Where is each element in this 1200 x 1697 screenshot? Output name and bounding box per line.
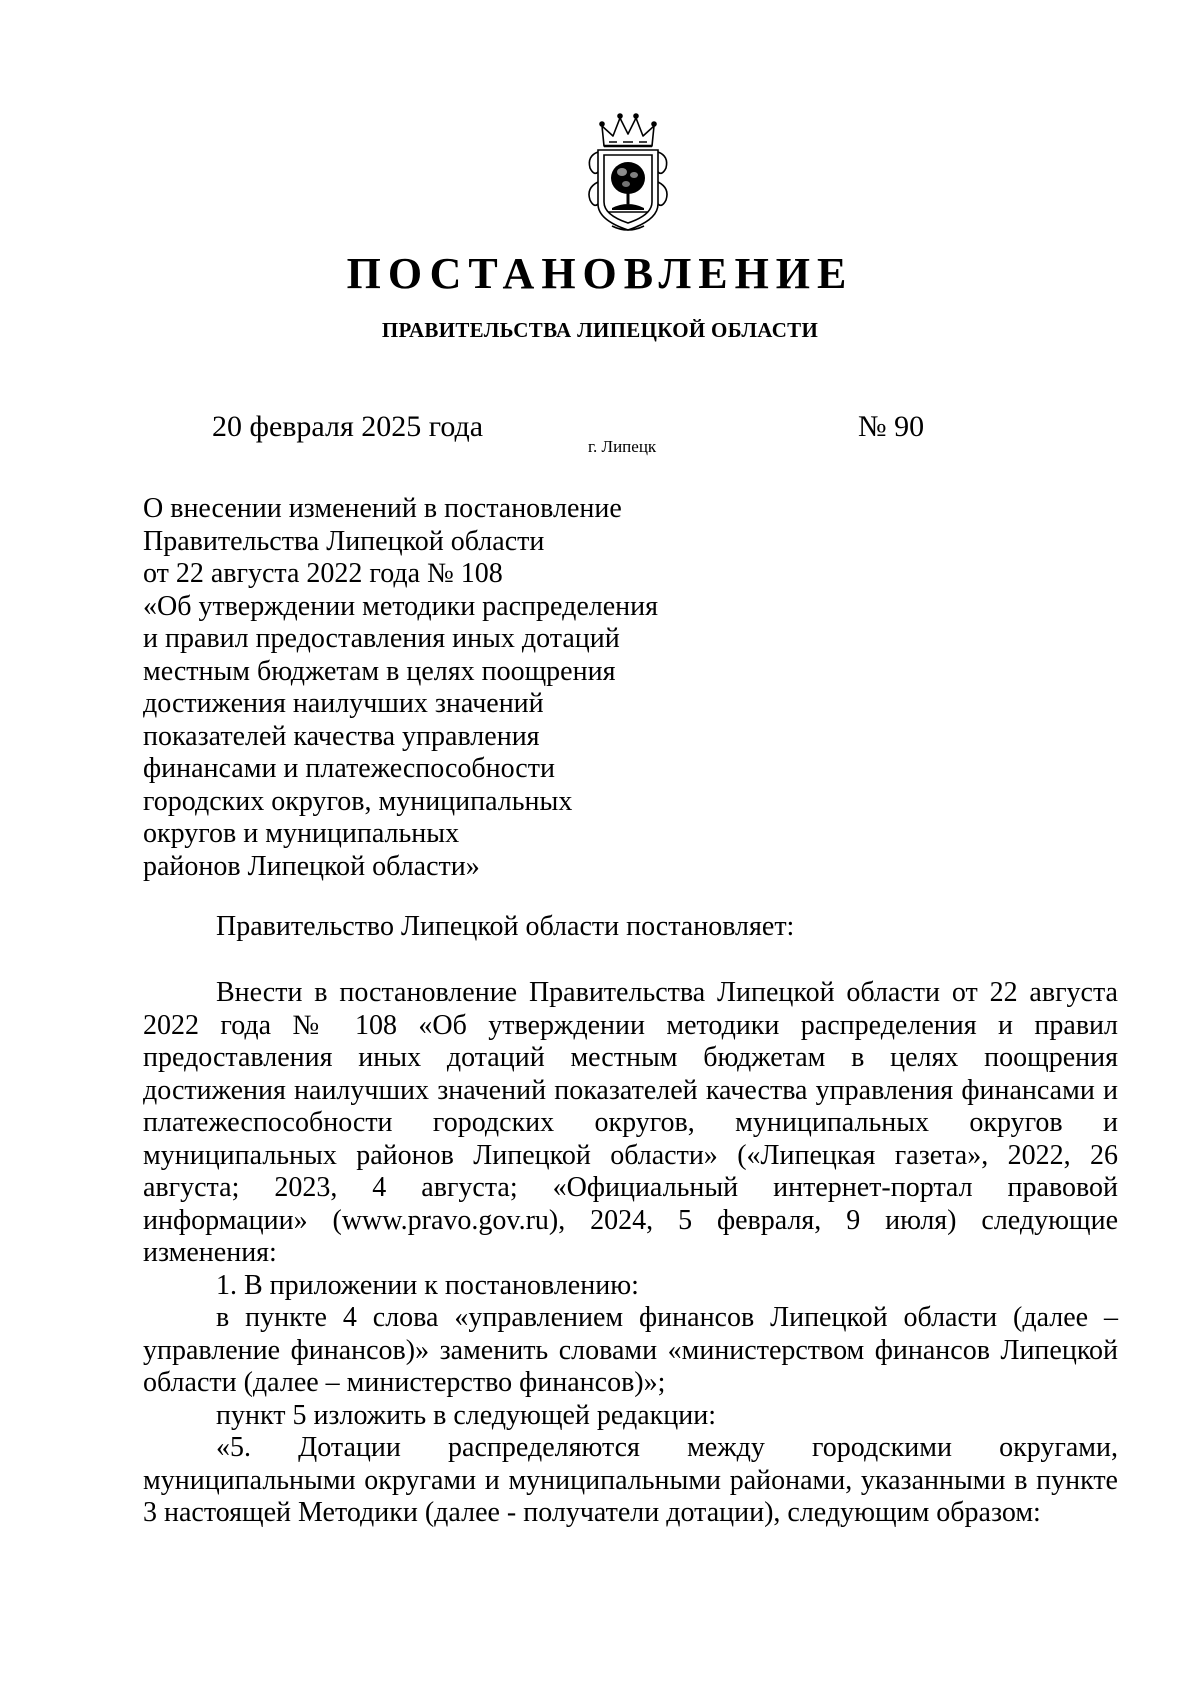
subject-line: и правил предоставления иных дотаций xyxy=(143,623,620,654)
subject-line: местным бюджетам в целях поощрения xyxy=(143,655,616,687)
issuer-name: ПРАВИТЕЛЬСТВА ЛИПЕЦКОЙ ОБЛАСТИ xyxy=(381,318,819,342)
body-paragraph: «5. Дотации распределяются между городскими округами, муниципальными округами и муниципальными районами, указанными в пункте 3 настоящей Методики (далее - получатели дотации), следующим образом: xyxy=(143,1432,1118,1528)
document-body xyxy=(143,977,1118,1530)
subject-line: округов и муниципальных xyxy=(143,818,460,849)
decree-line: Правительство Липецкой области постановляет: xyxy=(216,911,795,942)
body-paragraph: Внести в постановление Правительства Липецкой области от 22 августа 2022 года № 108 «Об утверждении методики распределения и правил предоставления иных дотаций местным бюджетам в целях поощрения достижения наилучших значений показателей качества управления финансами и платежеспособности городских округов, муниципальных округов и муниципальных районов Липецкой области» («Липецкая газета», 2022, 26 августа; 2023, 4 августа; «Официальный интернет-портал правовой информации» (www.pravo.gov.ru), 2024, 5 февраля, 9 июля) следующие изменения: xyxy=(143,977,1118,1268)
subject-line: от 22 августа 2022 года № 108 xyxy=(143,558,503,589)
document-subject xyxy=(143,493,703,883)
body-paragraph: пункт 5 изложить в следующей редакции: xyxy=(216,1399,716,1431)
subject-line: достижения наилучших значений xyxy=(143,688,544,719)
subject-line: показателей качества управления xyxy=(143,720,540,752)
subject-line: районов Липецкой области» xyxy=(143,850,480,882)
coat-of-arms-emblem xyxy=(582,112,674,236)
document-number: № 90 xyxy=(858,410,925,443)
body-paragraph: 1. В приложении к постановлению: xyxy=(216,1269,639,1301)
body-paragraph: в пункте 4 слова «управлением финансов Липецкой области (далее – управление финансов)» заменить словами «министерством финансов Липецкой области (далее – министерство финансов)»; xyxy=(143,1302,1118,1398)
subject-line: О внесении изменений в постановление xyxy=(143,493,622,524)
document-type-title: ПОСТАНОВЛЕНИЕ xyxy=(346,249,854,298)
document-date: 20 февраля 2025 года xyxy=(212,410,484,443)
subject-line: «Об утверждении методики распределения xyxy=(143,590,659,622)
subject-line: Правительства Липецкой области xyxy=(143,525,545,557)
subject-line: финансами и платежеспособности xyxy=(143,753,555,784)
subject-line: городских округов, муниципальных xyxy=(143,785,573,817)
document-city: г. Липецк xyxy=(588,437,657,456)
